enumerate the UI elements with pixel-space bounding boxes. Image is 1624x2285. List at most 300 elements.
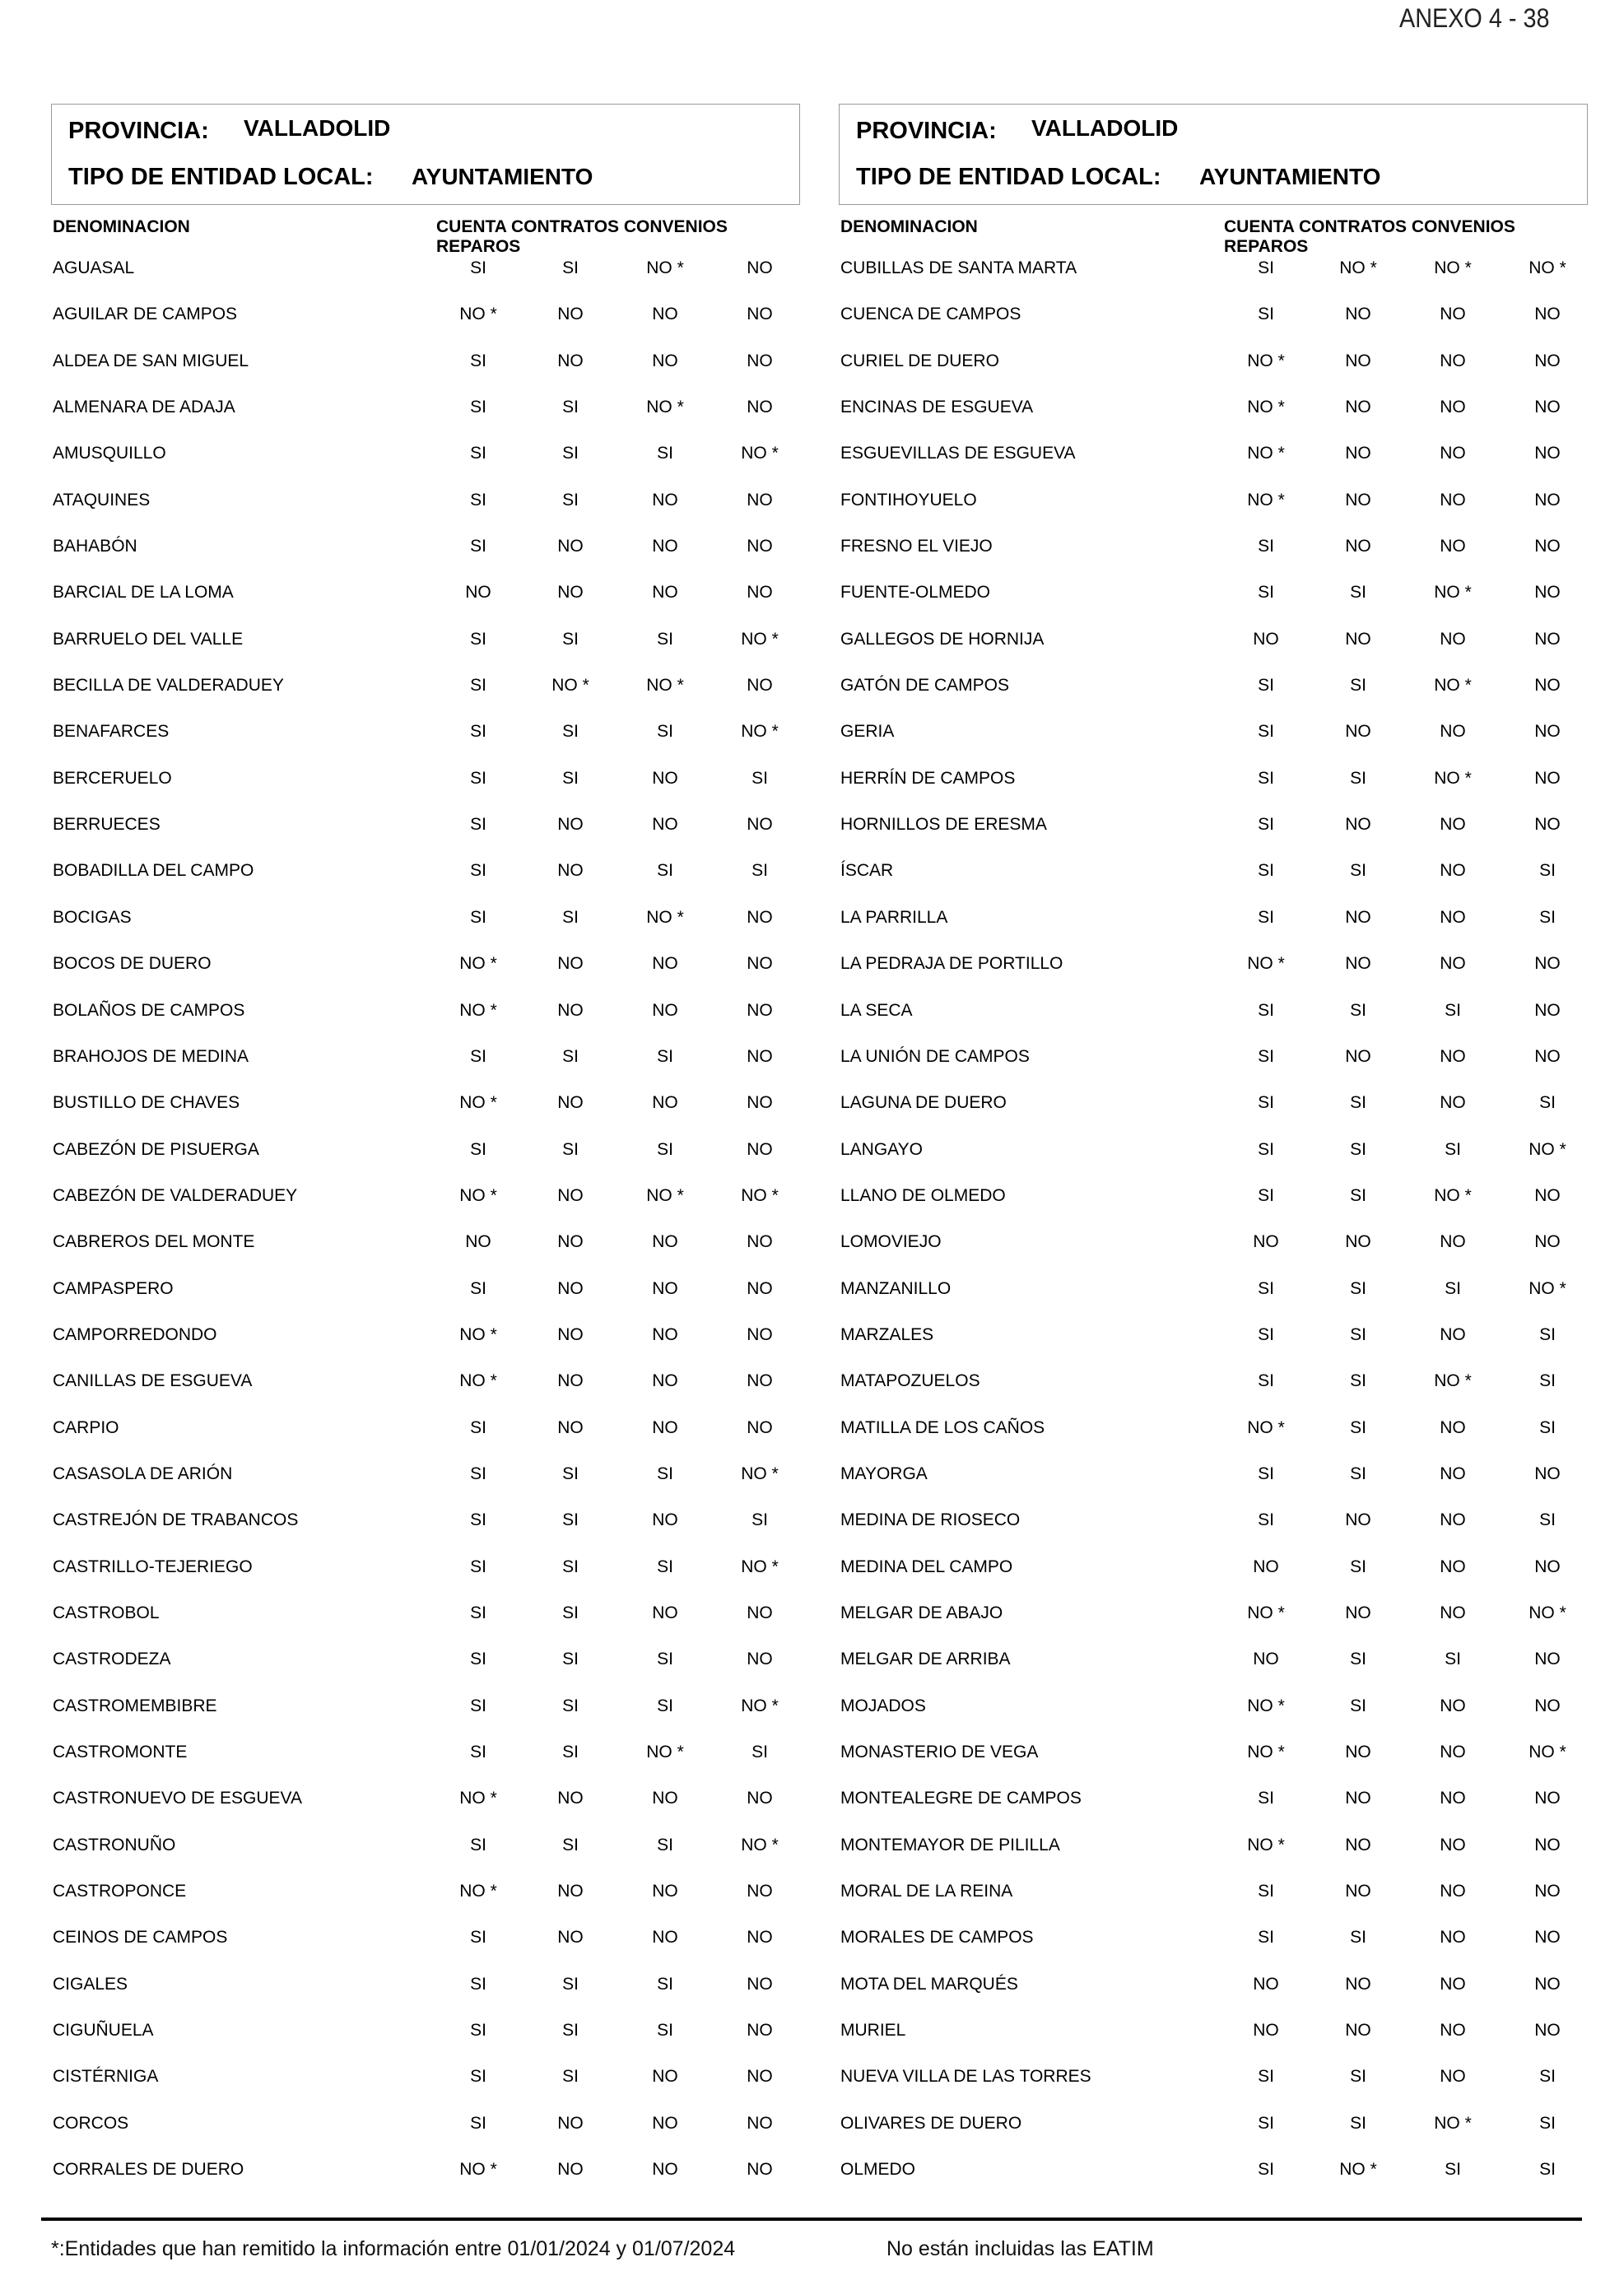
reparos-value: NO [1534, 1185, 1561, 1205]
reparos-value: NO [1534, 954, 1561, 974]
table-row [51, 846, 800, 892]
cuenta-value: NO * [459, 1324, 497, 1344]
contratos-value: NO [1345, 1974, 1371, 1994]
cuenta-value: SI [470, 907, 486, 927]
table-row [839, 1913, 1588, 1959]
convenios-value: SI [657, 1650, 673, 1669]
table-row [51, 290, 800, 336]
convenios-value: NO [1440, 954, 1466, 974]
reparos-value: NO [747, 1650, 773, 1669]
entity-name: CUENCA DE CAMPOS [840, 305, 1021, 324]
entity-name: ESGUEVILLAS DE ESGUEVA [840, 444, 1076, 463]
convenios-value: NO [652, 1603, 678, 1622]
convenios-value: NO [1440, 1835, 1466, 1855]
entity-name: ATAQUINES [53, 490, 151, 510]
contratos-value: SI [562, 1650, 579, 1669]
convenios-value: NO [652, 1371, 678, 1391]
cuenta-value: SI [470, 1464, 486, 1483]
contratos-value: NO [1345, 1789, 1371, 1808]
convenios-value: NO [1440, 2067, 1466, 2087]
contratos-value: SI [562, 444, 579, 463]
contratos-value: SI [562, 629, 579, 649]
table-row [51, 893, 800, 939]
entity-name: MARZALES [840, 1324, 934, 1344]
entity-name: BERRUECES [53, 815, 161, 835]
entity-name: CUBILLAS DE SANTA MARTA [840, 258, 1077, 277]
convenios-value: NO * [1434, 768, 1472, 788]
table-row [51, 1543, 800, 1589]
cuenta-value: SI [1258, 815, 1274, 835]
reparos-value: NO [747, 1974, 773, 1994]
convenios-value: SI [657, 722, 673, 742]
convenios-value: NO [1440, 1093, 1466, 1113]
contratos-value: NO [557, 1789, 584, 1808]
table-row [51, 939, 800, 985]
reparos-value: NO [1534, 583, 1561, 603]
cuenta-value: SI [470, 2067, 486, 2087]
contratos-value: SI [562, 768, 579, 788]
convenios-value: NO [1440, 490, 1466, 510]
convenios-value: NO [1440, 1789, 1466, 1808]
contratos-value: SI [1350, 1278, 1366, 1298]
cuenta-value: NO * [1247, 1835, 1285, 1855]
table-row [839, 1264, 1588, 1310]
cuenta-value: NO [465, 1232, 491, 1252]
entity-name: LAGUNA DE DUERO [840, 1093, 1007, 1113]
cuenta-value: SI [470, 1743, 486, 1761]
reparos-value: NO [1534, 1000, 1561, 1020]
contratos-value: NO [1345, 2021, 1371, 2041]
cuenta-value: NO * [459, 305, 497, 324]
cuenta-value: SI [1258, 907, 1274, 927]
table-row [839, 939, 1588, 985]
entity-name: CIGUÑUELA [53, 2021, 154, 2041]
contratos-value: NO [1345, 1743, 1371, 1761]
cuenta-value: NO [1253, 2021, 1279, 2041]
cuenta-value: NO * [459, 1185, 497, 1205]
cuenta-value: SI [1258, 676, 1274, 696]
table-row [51, 1682, 800, 1728]
contratos-value: SI [1350, 861, 1366, 881]
table-row [839, 615, 1588, 661]
table-row [51, 2145, 800, 2191]
contratos-value: SI [1350, 1464, 1366, 1483]
reparos-value: NO [747, 1139, 773, 1159]
entity-name: LA UNIÓN DE CAMPOS [840, 1046, 1030, 1066]
convenios-value: NO [1440, 861, 1466, 881]
reparos-value: NO [747, 1789, 773, 1808]
contratos-value: NO [557, 1417, 584, 1437]
cuenta-value: SI [470, 1928, 486, 1948]
entity-name: BARCIAL DE LA LOMA [53, 583, 234, 603]
footer-eatim-note: No están incluidas las EATIM [886, 2237, 1154, 2260]
contratos-value: SI [562, 722, 579, 742]
reparos-value: NO * [741, 1185, 779, 1205]
table-row [51, 1310, 800, 1357]
cuenta-value: SI [1258, 583, 1274, 603]
contratos-value: NO [557, 2160, 584, 2180]
contratos-value: SI [1350, 1371, 1366, 1391]
contratos-value: NO [557, 351, 584, 370]
cuenta-value: SI [470, 1835, 486, 1855]
convenios-value: SI [1445, 2160, 1461, 2180]
entity-name: MORALES DE CAMPOS [840, 1928, 1034, 1948]
convenios-value: NO [1440, 2021, 1466, 2041]
entity-name: MONASTERIO DE VEGA [840, 1743, 1039, 1761]
cuenta-value: NO * [1247, 1603, 1285, 1622]
table-row [839, 337, 1588, 383]
convenios-value: NO * [646, 676, 684, 696]
reparos-value: SI [1539, 2160, 1556, 2180]
left-column-headers [51, 211, 800, 256]
entity-name: FRESNO EL VIEJO [840, 537, 993, 556]
entity-name: CASTROMONTE [53, 1743, 188, 1761]
entity-name: BOCOS DE DUERO [53, 954, 212, 974]
reparos-value: NO [1534, 351, 1561, 370]
reparos-value: NO [747, 2021, 773, 2041]
entity-name: CABEZÓN DE PISUERGA [53, 1139, 259, 1159]
table-row [51, 568, 800, 614]
contratos-value: SI [562, 2021, 579, 2041]
cuenta-value: SI [470, 629, 486, 649]
convenios-value: NO [652, 583, 678, 603]
contratos-value: SI [1350, 2113, 1366, 2133]
cuenta-value: SI [470, 861, 486, 881]
convenios-value: NO [1440, 1743, 1466, 1761]
entity-name: MATILLA DE LOS CAÑOS [840, 1417, 1045, 1437]
table-row [839, 2006, 1588, 2052]
entity-name: FONTIHOYUELO [840, 490, 977, 510]
entity-name: MEDINA DEL CAMPO [840, 1557, 1013, 1576]
convenios-value: NO [1440, 1417, 1466, 1437]
cuenta-value: NO * [459, 1789, 497, 1808]
reparos-value: NO [747, 537, 773, 556]
contratos-value: NO [1345, 398, 1371, 417]
contratos-value: NO [557, 305, 584, 324]
table-row [839, 1635, 1588, 1681]
entity-name: MELGAR DE ARRIBA [840, 1650, 1011, 1669]
cuenta-value: SI [470, 1603, 486, 1622]
convenios-value: NO * [1434, 258, 1472, 277]
contratos-value: SI [1350, 1324, 1366, 1344]
table-row [51, 337, 800, 383]
reparos-value: SI [752, 1743, 768, 1761]
entity-name: AMUSQUILLO [53, 444, 166, 463]
entity-name: BAHABÓN [53, 537, 137, 556]
reparos-value: NO * [1529, 1743, 1566, 1761]
contratos-value: NO [1345, 444, 1371, 463]
entity-name: GALLEGOS DE HORNIJA [840, 629, 1045, 649]
reparos-value: SI [1539, 861, 1556, 881]
convenios-value: SI [657, 2021, 673, 2041]
contratos-value: SI [1350, 2067, 1366, 2087]
cuenta-value: SI [1258, 1510, 1274, 1530]
cuenta-value: SI [470, 1139, 486, 1159]
col-denominacion: DENOMINACION [53, 217, 190, 236]
entity-name: FUENTE-OLMEDO [840, 583, 991, 603]
reparos-value: NO * [741, 722, 779, 742]
col-denominacion: DENOMINACION [840, 217, 978, 236]
entity-name: MURIEL [840, 2021, 906, 2041]
convenios-value: NO [652, 768, 678, 788]
reparos-value: SI [752, 768, 768, 788]
cuenta-value: SI [470, 444, 486, 463]
entity-name: CARPIO [53, 1417, 119, 1437]
cuenta-value: SI [1258, 1278, 1274, 1298]
table-row [51, 1125, 800, 1171]
convenios-value: NO * [646, 907, 684, 927]
table-row [839, 429, 1588, 475]
cuenta-value: NO [1253, 1557, 1279, 1576]
table-row [839, 1728, 1588, 1774]
convenios-value: SI [1445, 1278, 1461, 1298]
contratos-value: SI [562, 1603, 579, 1622]
cuenta-value: NO * [1247, 954, 1285, 974]
cuenta-value: SI [1258, 1371, 1274, 1391]
contratos-value: SI [1350, 1093, 1366, 1113]
convenios-value: NO * [1434, 2113, 1472, 2133]
entity-name: LLANO DE OLMEDO [840, 1185, 1006, 1205]
table-row [839, 1125, 1588, 1171]
convenios-value: SI [657, 1046, 673, 1066]
table-row [51, 1635, 800, 1681]
table-row [839, 893, 1588, 939]
contratos-value: SI [1350, 676, 1366, 696]
table-row [839, 476, 1588, 522]
convenios-value: NO * [646, 1743, 684, 1761]
entity-name: MORAL DE LA REINA [840, 1882, 1013, 1901]
reparos-value: NO [1534, 722, 1561, 742]
convenios-value: NO [1440, 1046, 1466, 1066]
reparos-value: NO [747, 1232, 773, 1252]
contratos-value: NO [1345, 815, 1371, 835]
tipo-entidad-label: TIPO DE ENTIDAD LOCAL: [856, 164, 1161, 190]
cuenta-value: SI [1258, 305, 1274, 324]
contratos-value: SI [562, 1557, 579, 1576]
table-row [839, 986, 1588, 1032]
entity-name: BOLAÑOS DE CAMPOS [53, 1000, 245, 1020]
entity-name: LA PARRILLA [840, 907, 948, 927]
entity-name: MAYORGA [840, 1464, 928, 1483]
contratos-value: SI [1350, 1417, 1366, 1437]
table-row [51, 1450, 800, 1496]
cuenta-value: SI [1258, 2067, 1274, 2087]
table-row [51, 1217, 800, 1263]
cuenta-value: SI [1258, 1464, 1274, 1483]
contratos-value: SI [1350, 583, 1366, 603]
table-row [51, 383, 800, 429]
entity-name: LANGAYO [840, 1139, 923, 1159]
table-row [51, 1821, 800, 1867]
right-table-body [839, 244, 1588, 2191]
table-row [839, 290, 1588, 336]
cuenta-value: SI [470, 1974, 486, 1994]
reparos-value: NO * [1529, 1139, 1566, 1159]
cuenta-value: SI [1258, 1093, 1274, 1113]
table-row [51, 1078, 800, 1124]
cuenta-value: SI [470, 676, 486, 696]
reparos-value: NO * [741, 1557, 779, 1576]
convenios-value: NO [652, 351, 678, 370]
convenios-value: NO [1440, 351, 1466, 370]
reparos-value: SI [752, 1510, 768, 1530]
reparos-value: NO [747, 1046, 773, 1066]
entity-name: CASTRONUEVO DE ESGUEVA [53, 1789, 303, 1808]
cuenta-value: SI [1258, 1000, 1274, 1020]
entity-name: GERIA [840, 722, 895, 742]
cuenta-value: NO * [459, 1371, 497, 1391]
entity-name: ÍSCAR [840, 861, 894, 881]
cuenta-value: SI [470, 815, 486, 835]
table-row [51, 2099, 800, 2145]
cuenta-value: NO * [1247, 351, 1285, 370]
contratos-value: NO [1345, 907, 1371, 927]
convenios-value: NO * [1434, 1371, 1472, 1391]
reparos-value: NO [747, 2067, 773, 2087]
reparos-value: NO [1534, 1696, 1561, 1715]
reparos-value: SI [1539, 2067, 1556, 2087]
footer-note: *:Entidades que han remitido la información entre 01/01/2024 y 01/07/2024 [51, 2237, 736, 2260]
convenios-value: NO [652, 1510, 678, 1530]
contratos-value: NO [557, 1371, 584, 1391]
entity-name: CIGALES [53, 1974, 128, 1994]
right-panel [839, 104, 1588, 2191]
tipo-entidad-value: AYUNTAMIENTO [1199, 164, 1381, 189]
cuenta-value: SI [470, 1417, 486, 1437]
annex-page-number: ANEXO 4 - 38 [1399, 3, 1550, 33]
convenios-value: NO * [1434, 583, 1472, 603]
table-row [839, 846, 1588, 892]
cuenta-value: SI [470, 258, 486, 277]
cuenta-value: SI [470, 1650, 486, 1669]
contratos-value: NO [557, 1278, 584, 1298]
table-row [839, 1078, 1588, 1124]
table-row [839, 1450, 1588, 1496]
reparos-value: NO [1534, 1928, 1561, 1948]
reparos-value: SI [1539, 1324, 1556, 1344]
table-row [839, 1171, 1588, 1217]
table-row [839, 1496, 1588, 1542]
entity-name: MATAPOZUELOS [840, 1371, 980, 1391]
col-status-headers: CUENTA CONTRATOS CONVENIOS REPAROS [1224, 217, 1515, 256]
cuenta-value: SI [470, 537, 486, 556]
table-row [839, 244, 1588, 290]
cuenta-value: NO * [1247, 444, 1285, 463]
reparos-value: NO [747, 490, 773, 510]
contratos-value: SI [562, 1835, 579, 1855]
entity-name: BRAHOJOS DE MEDINA [53, 1046, 249, 1066]
provincia-value: VALLADOLID [244, 115, 391, 141]
entity-name: BOBADILLA DEL CAMPO [53, 861, 254, 881]
table-row [51, 707, 800, 753]
reparos-value: NO [1534, 1882, 1561, 1901]
entity-name: CABREROS DEL MONTE [53, 1232, 255, 1252]
contratos-value: NO * [1339, 258, 1377, 277]
cuenta-value: NO * [1247, 490, 1285, 510]
table-row [51, 2052, 800, 2098]
reparos-value: NO [1534, 1789, 1561, 1808]
cuenta-value: NO * [459, 954, 497, 974]
contratos-value: NO [557, 537, 584, 556]
convenios-value: NO * [1434, 676, 1472, 696]
contratos-value: NO [557, 583, 584, 603]
convenios-value: NO [1440, 1696, 1466, 1715]
contratos-value: SI [562, 1743, 579, 1761]
convenios-value: SI [657, 861, 673, 881]
provincia-label: PROVINCIA: [856, 118, 997, 144]
cuenta-value: SI [470, 2021, 486, 2041]
cuenta-value: SI [1258, 258, 1274, 277]
contratos-value: NO [1345, 629, 1371, 649]
contratos-value: NO [1345, 1882, 1371, 1901]
table-row [51, 1960, 800, 2006]
table-row [51, 1589, 800, 1635]
contratos-value: NO [1345, 305, 1371, 324]
contratos-value: SI [1350, 1139, 1366, 1159]
table-row [839, 2099, 1588, 2145]
entity-name: CASTRILLO-TEJERIEGO [53, 1557, 253, 1576]
reparos-value: NO * [1529, 1603, 1566, 1622]
cuenta-value: SI [1258, 1928, 1274, 1948]
tipo-entidad-value: AYUNTAMIENTO [412, 164, 593, 189]
contratos-value: SI [562, 490, 579, 510]
cuenta-value: NO * [1247, 398, 1285, 417]
reparos-value: SI [1539, 1371, 1556, 1391]
contratos-value: SI [1350, 1928, 1366, 1948]
convenios-value: NO [1440, 1464, 1466, 1483]
convenios-value: NO [652, 815, 678, 835]
reparos-value: NO [747, 1882, 773, 1901]
cuenta-value: NO * [1247, 1696, 1285, 1715]
reparos-value: NO [1534, 768, 1561, 788]
convenios-value: NO [1440, 305, 1466, 324]
convenios-value: NO * [646, 1185, 684, 1205]
cuenta-value: SI [470, 1278, 486, 1298]
reparos-value: NO [747, 305, 773, 324]
convenios-value: SI [657, 1835, 673, 1855]
entity-name: BUSTILLO DE CHAVES [53, 1093, 240, 1113]
convenios-value: NO [652, 1928, 678, 1948]
reparos-value: NO * [741, 629, 779, 649]
reparos-value: NO [747, 1417, 773, 1437]
entity-name: CORRALES DE DUERO [53, 2160, 244, 2180]
cuenta-value: SI [470, 490, 486, 510]
table-row [839, 1403, 1588, 1450]
contratos-value: NO [557, 1928, 584, 1948]
cuenta-value: SI [1258, 1046, 1274, 1066]
cuenta-value: SI [1258, 1185, 1274, 1205]
table-row [51, 429, 800, 475]
reparos-value: SI [1539, 907, 1556, 927]
entity-name: OLIVARES DE DUERO [840, 2113, 1022, 2133]
convenios-value: SI [1445, 1139, 1461, 1159]
entity-name: MELGAR DE ABAJO [840, 1603, 1003, 1622]
entity-name: BECILLA DE VALDERADUEY [53, 676, 284, 696]
entity-name: AGUASAL [53, 258, 135, 277]
entity-name: CAMPORREDONDO [53, 1324, 217, 1344]
reparos-value: NO [1534, 1464, 1561, 1483]
reparos-value: NO [747, 1093, 773, 1113]
reparos-value: NO [747, 676, 773, 696]
cuenta-value: SI [470, 1696, 486, 1715]
provincia-value: VALLADOLID [1031, 115, 1179, 141]
convenios-value: SI [657, 1139, 673, 1159]
contratos-value: NO [1345, 1603, 1371, 1622]
reparos-value: NO * [741, 1696, 779, 1715]
reparos-value: NO [747, 1928, 773, 1948]
reparos-value: NO [747, 815, 773, 835]
convenios-value: NO [1440, 1974, 1466, 1994]
